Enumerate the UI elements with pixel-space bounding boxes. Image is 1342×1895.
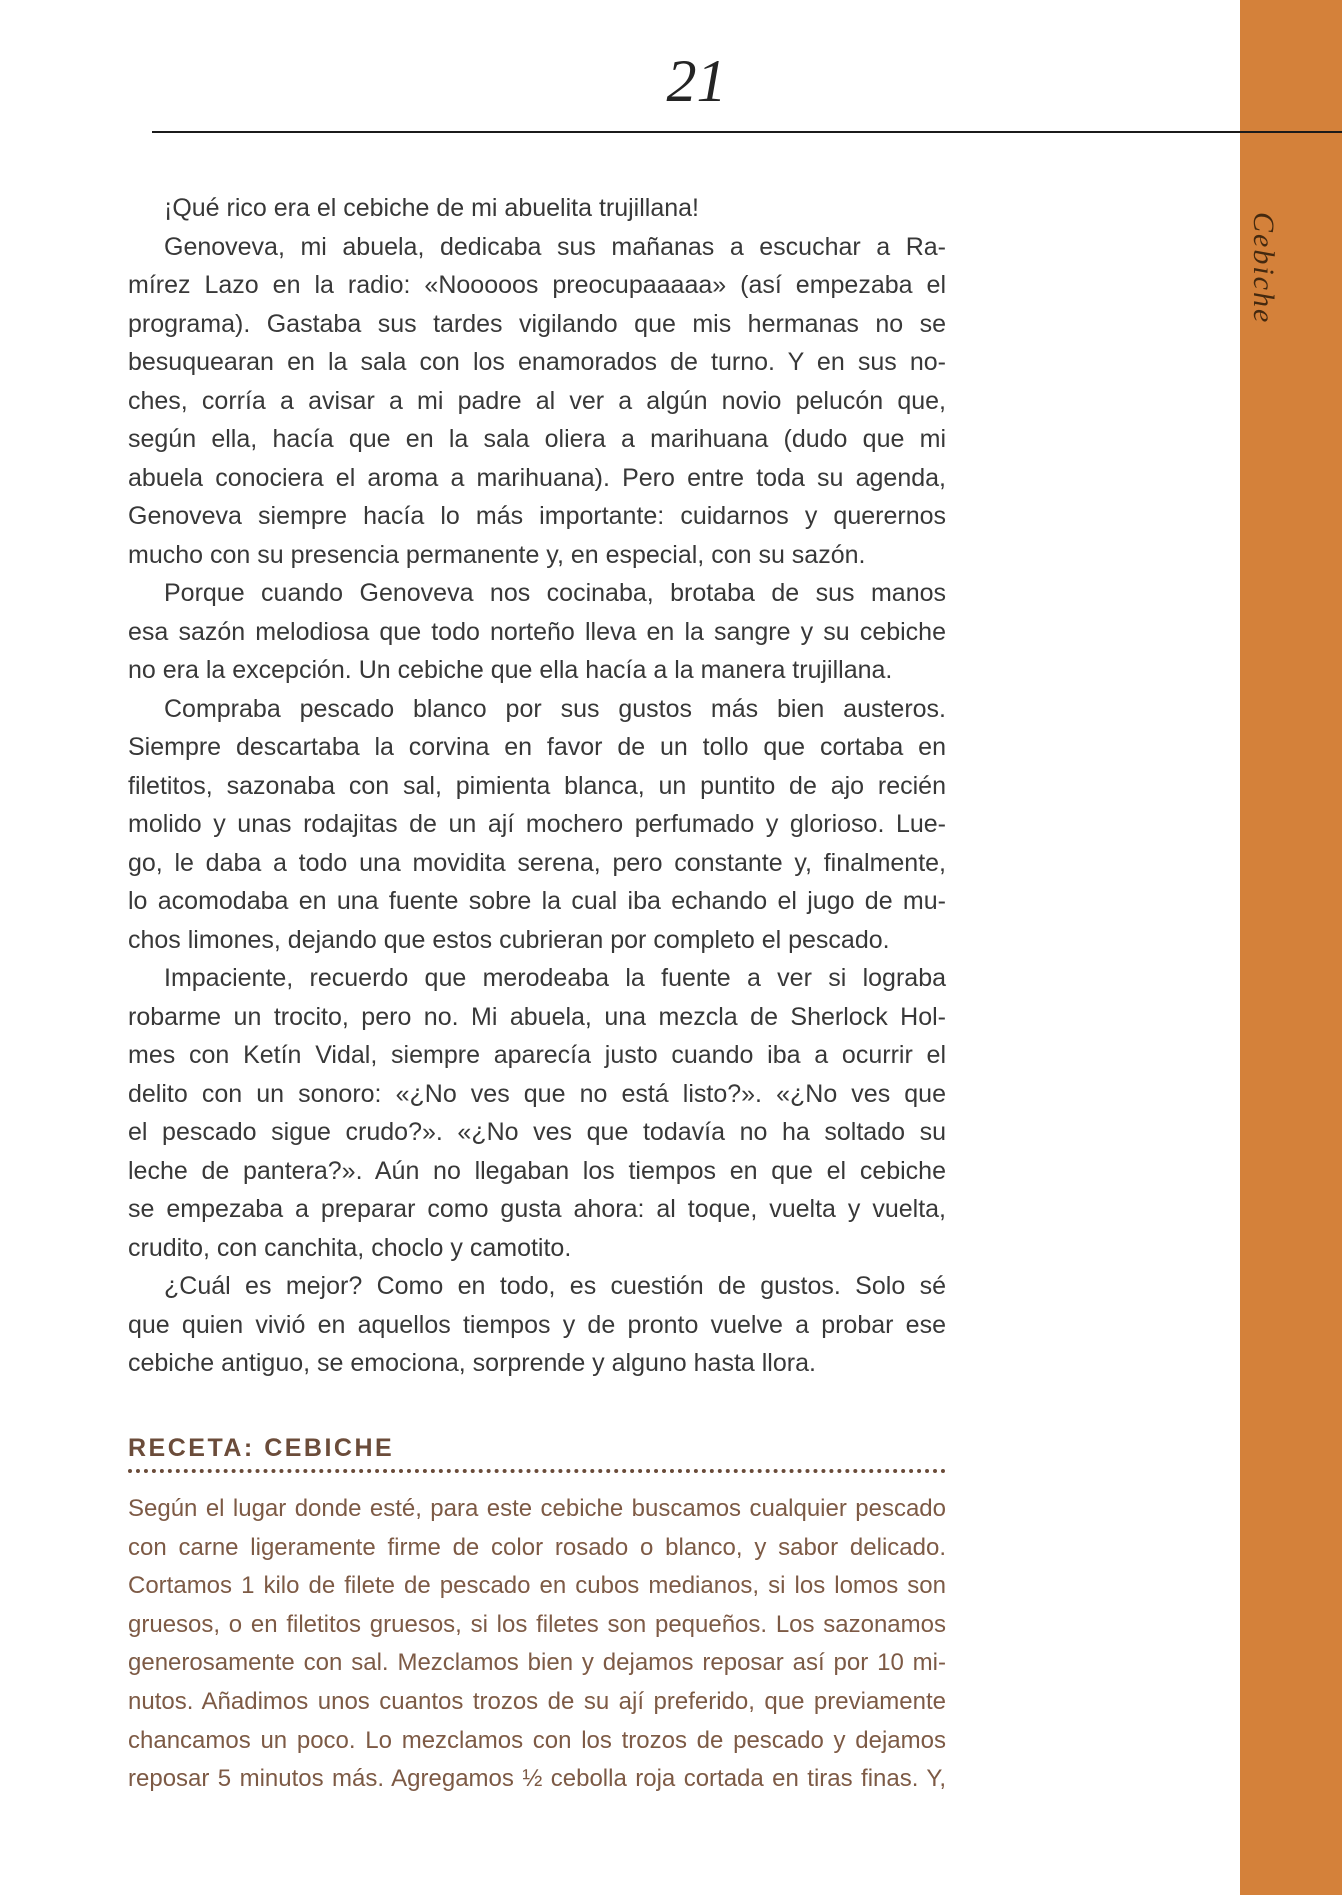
chapter-tab-label: Cebiche [1247,212,1280,325]
story-line: Genoveva siempre hacía lo más importante: cuidarnos y querernos [128,502,946,530]
story-line: leche de pantera?». Aún no llegaban los tiempos en que el cebiche [128,1156,946,1185]
story-paragraph [128,959,946,1267]
story-line: que quien vivió en aquellos tiempos y de pronto vuelve a probar ese [128,1310,946,1339]
story-line: mucho con su presencia permanente y, en especial, con su sazón. [128,540,866,569]
story-line: mírez Lazo en la radio: «Nooooos preocupaaaaa» (así empezaba el [128,271,946,299]
story-line: crudito, con canchita, choclo y camotito. [128,1233,572,1262]
recipe-line: chancamos un poco. Lo mezclamos con los trozos de pescado y dejamos [128,1726,946,1754]
recipe-line: reposar 5 minutos más. Agregamos ½ cebolla roja cortada en tiras finas. Y, [128,1765,946,1793]
story-paragraph [128,189,946,228]
story-line: ches, corría a avisar a mi padre al ver a algún novio pelucón que, [128,386,946,415]
story-line: molido y unas rodajitas de un ají mochero perfumado y glorioso. Lue- [128,810,946,838]
story-line: Compraba pescado blanco por sus gustos más bien austeros. [164,694,946,723]
story-line: cebiche antiguo, se emociona, sorprende y alguno hasta llora. [128,1349,816,1377]
story-line: Siempre descartaba la corvina en favor de un tollo que cortaba en [128,733,946,761]
story-line: Porque cuando Genoveva nos cocinaba, brotaba de sus manos [164,579,946,607]
page-number: 21 [666,48,727,114]
story-line: Genoveva, mi abuela, dedicaba sus mañanas a escuchar a Ra- [164,232,946,261]
recipe-text-block [128,1490,946,1799]
recipe-line: generosamente con sal. Mezclamos bien y dejamos reposar así por 10 mi- [128,1649,946,1677]
story-line: besuquearan en la sala con los enamorados de turno. Y en sus no- [128,348,946,376]
story-line: robarme un trocito, pero no. Mi abuela, una mezcla de Sherlock Hol- [128,1002,946,1031]
story-line: delito con un sonoro: «¿No ves que no está listo?». «¿No ves que [128,1079,946,1108]
story-line: abuela conociera el aroma a marihuana). Pero entre toda su agenda, [128,463,946,492]
story-text-block [128,189,946,1383]
story-line: programa). Gastaba sus tardes vigilando que mis hermanas no se [128,309,946,338]
story-line: el pescado sigue crudo?». «¿No ves que todavía no ha soltado su [128,1118,946,1146]
story-line: go, le daba a todo una movidita serena, pero constante y, finalmente, [128,848,946,877]
recipe-line: Cortamos 1 kilo de filete de pescado en cubos medianos, si los lomos son [128,1572,946,1600]
story-line: no era la excepción. Un cebiche que ella hacía a la manera trujillana. [128,656,893,684]
story-line: se empezaba a preparar como gusta ahora: al toque, vuelta y vuelta, [128,1195,946,1223]
recipe-line: gruesos, o en filetitos gruesos, si los filetes son pequeños. Los sazonamos [128,1610,946,1638]
story-line: Impaciente, recuerdo que merodeaba la fuente a ver si lograba [164,964,946,992]
story-line: ¿Cuál es mejor? Como en todo, es cuestión de gustos. Solo sé [164,1272,946,1300]
story-line: mes con Ketín Vidal, siempre aparecía justo cuando iba a ocurrir el [128,1041,946,1069]
recipe-heading: RECETA: CEBICHE [128,1434,395,1462]
story-paragraph [128,1267,946,1383]
story-line: chos limones, dejando que estos cubrieran por completo el pescado. [128,925,890,954]
story-line: esa sazón melodiosa que todo norteño lleva en la sangre y su cebiche [128,617,946,646]
story-line: lo acomodaba en una fuente sobre la cual iba echando el jugo de mu- [128,887,946,915]
story-paragraph [128,228,946,575]
dotted-divider [128,1469,946,1473]
story-line: filetitos, sazonaba con sal, pimienta blanca, un puntito de ajo recién [128,771,946,800]
header-rule [152,131,1342,133]
story-line: según ella, hacía que en la sala oliera a marihuana (dudo que mi [128,425,946,453]
story-paragraph [128,574,946,690]
recipe-line: Según el lugar donde esté, para este cebiche buscamos cualquier pescado [128,1495,946,1522]
story-paragraph [128,690,946,960]
story-line: ¡Qué rico era el cebiche de mi abuelita trujillana! [164,194,699,222]
recipe-line: con carne ligeramente firme de color rosado o blanco, y sabor delicado. [128,1533,946,1561]
recipe-line: nutos. Añadimos unos cuantos trozos de su ají preferido, que previamente [128,1687,946,1715]
